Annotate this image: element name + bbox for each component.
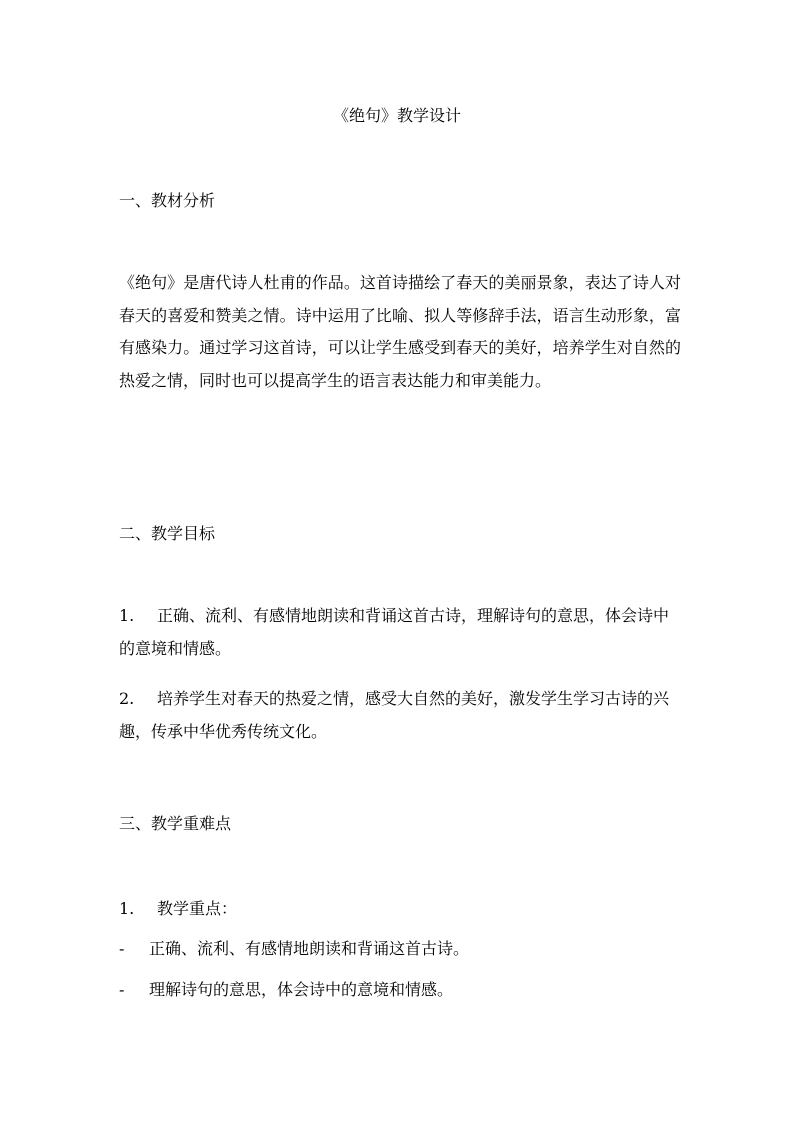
bullet-marker: -: [119, 980, 125, 999]
list-number: 1.: [119, 606, 135, 625]
key-point-bullet-2: [119, 974, 681, 1007]
key-point-bullet-1: [119, 933, 681, 966]
section-heading-teaching-goals: 二、教学目标: [119, 524, 216, 543]
teaching-goal-item-2: [119, 683, 681, 748]
list-number: 2.: [119, 689, 135, 708]
list-item-text: 教学重点：: [157, 899, 238, 918]
section-heading-material-analysis: 一、教材分析: [119, 191, 216, 210]
document-title: 《绝句》教学设计: [332, 106, 461, 125]
bullet-text: 理解诗句的意思，体会诗中的意境和情感。: [149, 980, 454, 999]
list-item-text: 培养学生对春天的热爱之情，感受大自然的美好，激发学生学习古诗的兴趣，传承中华优秀传统文化。: [119, 689, 670, 741]
key-points-subheading: [119, 893, 681, 926]
list-item-text: 正确、流利、有感情地朗读和背诵这首古诗，理解诗句的意思，体会诗中的意境和情感。: [119, 606, 670, 658]
bullet-marker: -: [119, 939, 125, 958]
teaching-goal-item-1: [119, 600, 681, 665]
section-heading-key-difficulties: 三、教学重难点: [119, 814, 232, 833]
material-analysis-paragraph: 《绝句》是唐代诗人杜甫的作品。这首诗描绘了春天的美丽景象，表达了诗人对春天的喜爱和赞美之情。诗中运用了比喻、拟人等修辞手法，语言生动形象，富有感染力。通过学习这首诗，可以让学生感受到春天的美好，培养学生对自然的热爱之情，同时也可以提高学生的语言表达能力和审美能力。: [119, 273, 681, 390]
list-number: 1.: [119, 899, 135, 918]
bullet-text: 正确、流利、有感情地朗读和背诵这首古诗。: [149, 939, 470, 958]
